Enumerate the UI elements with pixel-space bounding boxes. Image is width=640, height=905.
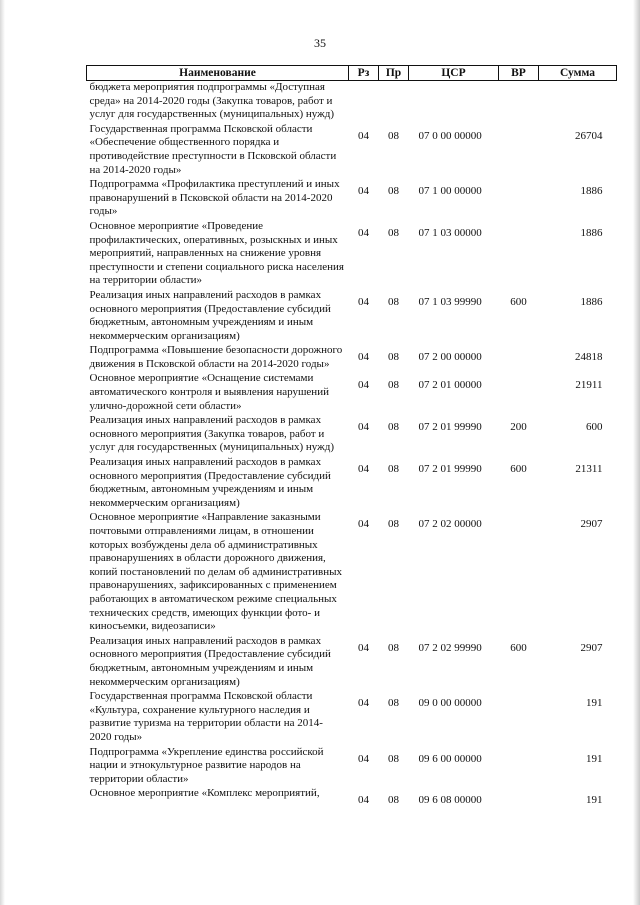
table-row xyxy=(87,511,617,634)
row-pr: 08 xyxy=(388,697,399,710)
table-row xyxy=(87,635,617,690)
row-csr: 07 0 00 00000 xyxy=(418,129,482,142)
scan-edge-right xyxy=(633,0,640,905)
row-csr: 09 6 08 00000 xyxy=(418,794,482,807)
row-sum: 1886 xyxy=(580,226,603,239)
row-pr: 08 xyxy=(388,226,399,239)
row-rz: 04 xyxy=(358,697,369,710)
row-sum xyxy=(539,81,617,123)
row-name: Основное мероприятие «Комплекс мероприятий, xyxy=(89,787,320,800)
row-pr: 08 xyxy=(388,641,399,654)
row-vr xyxy=(499,81,539,123)
row-pr: 08 xyxy=(388,295,399,308)
row-pr: 08 xyxy=(388,421,399,434)
row-sum: 26704 xyxy=(575,129,603,142)
row-name: Основное мероприятие «Оснащение системами автоматического контроля и выявления нарушений улично-дорожной сети области» xyxy=(89,372,329,412)
table-row xyxy=(87,414,617,456)
row-csr: 07 1 00 00000 xyxy=(418,185,482,198)
table-header-row xyxy=(87,66,617,81)
table-row xyxy=(87,787,617,809)
row-vr: 600 xyxy=(510,463,527,476)
row-name: Основное мероприятие «Проведение профилактических, оперативных, розыскных и иных мероприятий, направленных на снижение уровня преступности и степени социального риска населения на территории области» xyxy=(89,219,344,287)
row-vr xyxy=(499,123,539,178)
table-row xyxy=(87,456,617,511)
row-csr: 07 2 01 99990 xyxy=(418,463,482,476)
row-sum: 600 xyxy=(586,421,603,434)
table-row xyxy=(87,690,617,745)
row-csr: 07 1 03 00000 xyxy=(418,226,482,239)
row-name: Государственная программа Псковской области «Обеспечение общественного порядка и противодействие преступности в Псковской области на 2014-2020 годы» xyxy=(89,122,337,176)
row-rz: 04 xyxy=(358,463,369,476)
row-sum: 1886 xyxy=(580,185,603,198)
table-row xyxy=(87,123,617,178)
row-csr xyxy=(409,81,499,123)
row-vr xyxy=(499,344,539,372)
row-pr: 08 xyxy=(388,518,399,531)
row-vr xyxy=(499,787,539,809)
row-sum: 2907 xyxy=(580,518,603,531)
row-csr: 07 2 00 00000 xyxy=(418,351,482,364)
row-vr xyxy=(499,690,539,745)
row-name: Подпрограмма «Профилактика преступлений и иных правонарушений в Псковской области на 2014-2020 годы» xyxy=(89,178,340,218)
row-name: Реализация иных направлений расходов в рамках основного мероприятия (Предоставление субсидий бюджетным, автономным учреждениям и иным некоммерческим организациям) xyxy=(89,456,331,509)
row-rz: 04 xyxy=(358,129,369,142)
table-row xyxy=(87,372,617,414)
row-vr: 200 xyxy=(510,421,527,434)
scan-edge-left xyxy=(0,0,5,905)
row-csr: 07 2 01 99990 xyxy=(418,421,482,434)
row-vr xyxy=(499,511,539,634)
header-name: Наименование xyxy=(87,66,349,81)
row-sum: 191 xyxy=(586,794,603,807)
row-csr: 07 2 02 00000 xyxy=(418,518,482,531)
row-pr: 08 xyxy=(388,351,399,364)
row-name: Подпрограмма «Укрепление единства российской нации и этнокультурное развитие народов на территории области» xyxy=(89,745,324,785)
header-pr: Пр xyxy=(379,66,409,81)
row-csr: 07 2 02 99990 xyxy=(418,641,482,654)
row-name: Реализация иных направлений расходов в рамках основного мероприятия (Предоставление субсидий бюджетным, автономным учреждениям и иным некоммерческим организациям) xyxy=(89,288,331,342)
row-rz: 04 xyxy=(358,421,369,434)
header-sum: Сумма xyxy=(539,66,617,81)
row-rz: 04 xyxy=(358,379,369,392)
row-sum: 191 xyxy=(586,752,603,765)
row-vr: 600 xyxy=(510,641,527,654)
row-csr: 09 6 00 00000 xyxy=(418,752,482,765)
row-pr: 08 xyxy=(388,752,399,765)
row-vr xyxy=(499,220,539,289)
table-row xyxy=(87,746,617,788)
row-sum: 21911 xyxy=(575,379,603,392)
table-row xyxy=(87,81,617,123)
row-csr: 07 2 01 00000 xyxy=(418,379,482,392)
row-rz: 04 xyxy=(358,295,369,308)
row-rz: 04 xyxy=(358,185,369,198)
row-pr: 08 xyxy=(388,794,399,807)
row-rz: 04 xyxy=(358,641,369,654)
table-row xyxy=(87,344,617,372)
row-csr: 09 0 00 00000 xyxy=(418,697,482,710)
table-row xyxy=(87,178,617,220)
row-sum: 21311 xyxy=(575,463,603,476)
row-name: Основное мероприятие «Направление заказными почтовыми отправлениями лицам, в отношении которых возбуждены дела об административных правонарушениях в области дорожного движения, копий постановлений по делам об административных правонарушениях, зафиксированных с применением работающих в автоматическом режиме специальных технических средств, имеющих функции фото- и киносъемки, видеозаписи» xyxy=(89,511,343,633)
row-name: Реализация иных направлений расходов в рамках основного мероприятия (Предоставление субсидий бюджетным, автономным учреждениям и иным некоммерческим организациям) xyxy=(89,634,331,688)
table-row xyxy=(87,220,617,289)
row-rz: 04 xyxy=(358,518,369,531)
row-sum: 1886 xyxy=(580,295,603,308)
row-name: Реализация иных направлений расходов в рамках основного мероприятия (Закупка товаров, работ и услуг для государственных (муниципальных) нужд) xyxy=(89,414,335,454)
row-name: бюджета мероприятия подпрограммы «Доступная среда» на 2014-2020 годы (Закупка товаров, работ и услуг для государственных (муниципальных) нужд) xyxy=(89,81,335,121)
row-pr: 08 xyxy=(388,185,399,198)
row-vr xyxy=(499,178,539,220)
header-csr: ЦСР xyxy=(409,66,499,81)
row-pr: 08 xyxy=(388,129,399,142)
row-rz: 04 xyxy=(358,752,369,765)
row-sum: 191 xyxy=(586,697,603,710)
row-vr xyxy=(499,372,539,414)
row-name: Государственная программа Псковской области «Культура, сохранение культурного наследия и развитие туризма на территории области на 2014-2020 годы» xyxy=(89,690,323,743)
row-rz: 04 xyxy=(358,351,369,364)
row-sum: 2907 xyxy=(580,641,603,654)
page-number: 35 xyxy=(314,36,326,50)
row-name: Подпрограмма «Повышение безопасности дорожного движения в Псковской области на 2014-2020 годы» xyxy=(89,344,343,370)
header-vr: ВР xyxy=(499,66,539,81)
row-pr: 08 xyxy=(388,463,399,476)
row-pr xyxy=(379,81,409,123)
row-rz: 04 xyxy=(358,226,369,239)
row-pr: 08 xyxy=(388,379,399,392)
row-rz xyxy=(349,81,379,123)
header-rz: Рз xyxy=(349,66,379,81)
row-rz: 04 xyxy=(358,794,369,807)
row-sum: 24818 xyxy=(575,351,603,364)
row-vr: 600 xyxy=(510,295,527,308)
row-csr: 07 1 03 99990 xyxy=(418,295,482,308)
row-vr xyxy=(499,746,539,788)
table-row xyxy=(87,289,617,344)
budget-table xyxy=(86,65,617,809)
